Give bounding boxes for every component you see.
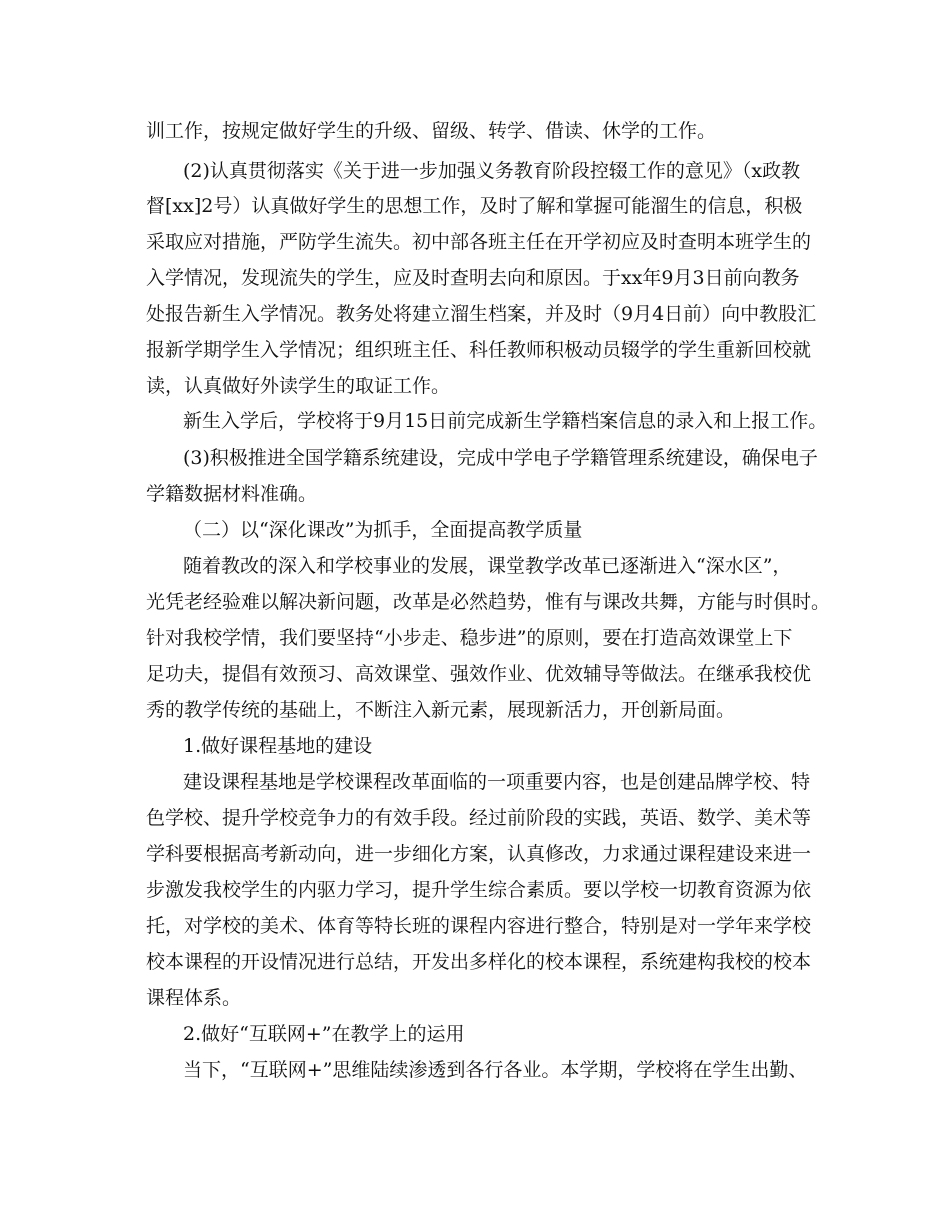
text-line: 训工作，按规定做好学生的升级、留级、转学、借读、休学的工作。 (146, 120, 717, 142)
subsection-heading: 1.做好课程基地的建设 (183, 735, 373, 757)
text-line: 色学校、提升学校竞争力的有效手段。经过前阶段的实践，英语、数学、美术等 (146, 807, 812, 829)
text-line: 督[xx]2号）认真做好学生的思想工作，及时了解和掌握可能溜生的信息，积极 (146, 195, 803, 217)
text-line: 处报告新生入学情况。教务处将建立溜生档案，并及时（9月4日前）向中教股汇 (146, 303, 817, 325)
text-line: 足功夫，提倡有效预习、高效课堂、强效作业、优效辅导等做法。在继承我校优 (146, 663, 812, 685)
text-line: 秀的教学传统的基础上，不断注入新元素，展现新活力，开创新局面。 (146, 699, 736, 721)
text-line: 当下，“互联网+”思维陆续渗透到各行各业。本学期，学校将在学生出勤、 (183, 1059, 808, 1081)
text-line: 报新学期学生入学情况；组织班主任、科任教师积极动员辍学的学生重新回校就 (146, 339, 812, 361)
text-line: 学籍数据材料准确。 (146, 483, 318, 505)
text-line: 新生入学后，学校将于9月15日前完成新生学籍档案信息的录入和上报工作。 (183, 410, 828, 432)
text-line: (2)认真贯彻落实《关于进一步加强义务教育阶段控辍工作的意见》（x政教 (183, 160, 801, 182)
text-line: 课程体系。 (146, 987, 242, 1009)
text-line: 入学情况，发现流失的学生，应及时查明去向和原因。于xx年9月3日前向教务 (146, 267, 800, 289)
text-line: 光凭老经验难以解决新问题，改革是必然趋势，惟有与课改共舞，方能与时俱时。 (146, 591, 831, 613)
text-line: 采取应对措施，严防学生流失。初中部各班主任在开学初应及时查明本班学生的 (146, 231, 812, 253)
text-line: 随着教改的深入和学校事业的发展，课堂教学改革已逐渐进入“深水区”， (183, 555, 792, 577)
section-heading: （二）以“深化课改”为抓手，全面提高教学质量 (183, 519, 583, 541)
text-line: 读，认真做好外读学生的取证工作。 (146, 375, 451, 397)
text-line: (3)积极推进全国学籍系统建设，完成中学电子学籍管理系统建设，确保电子 (183, 447, 818, 469)
subsection-heading: 2.做好“互联网+”在教学上的运用 (183, 1023, 465, 1045)
text-line: 托，对学校的美术、体育等特长班的课程内容进行整合，特别是对一学年来学校 (146, 915, 812, 937)
text-line: 校本课程的开设情况进行总结，开发出多样化的校本课程，系统建构我校的校本 (146, 951, 812, 973)
text-line: 步激发我校学生的内驱力学习，提升学生综合素质。要以学校一切教育资源为依 (146, 879, 812, 901)
text-line: 针对我校学情，我们要坚持“小步走、稳步进”的原则，要在打造高效课堂上下 (146, 627, 793, 649)
text-line: 学科要根据高考新动向，进一步细化方案，认真修改，力求通过课程建设来进一 (146, 843, 812, 865)
text-line: 建设课程基地是学校课程改革面临的一项重要内容，也是创建品牌学校、特 (183, 771, 811, 793)
